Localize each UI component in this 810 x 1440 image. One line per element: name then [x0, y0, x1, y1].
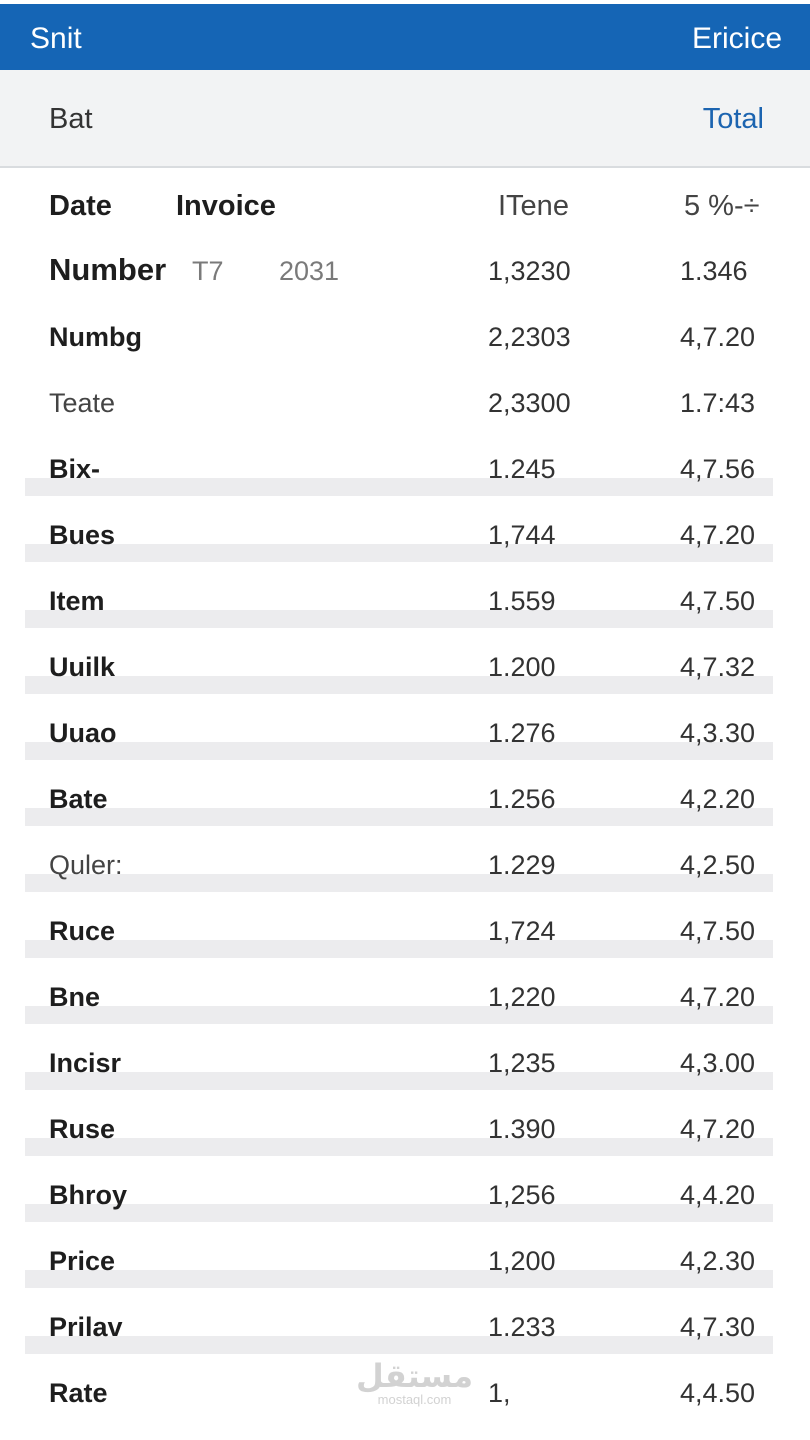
column-header-invoice: Invoice [176, 190, 276, 222]
row-qty: 1.233 [488, 1312, 556, 1342]
row-total: 4,2.20 [680, 784, 756, 814]
table-row[interactable] [0, 894, 810, 960]
column-header-item: ITene [498, 190, 569, 222]
row-label: Numbg [49, 322, 142, 352]
row-stripe [25, 874, 773, 892]
table-row[interactable] [0, 1092, 810, 1158]
number-row-year: 2031 [279, 256, 340, 286]
column-header-total: 5 %-÷ [684, 190, 760, 222]
row-total: 4,7.20 [680, 982, 756, 1012]
row-total: 4,7.50 [680, 916, 756, 946]
row-label: Bix- [49, 454, 101, 484]
row-label: Quler: [49, 850, 123, 880]
table-row[interactable] [0, 828, 810, 894]
row-total: 4,3.30 [680, 718, 756, 748]
row-qty: 1,220 [488, 982, 556, 1012]
number-row-qty: 1,3230 [488, 256, 571, 286]
mostaql-watermark [356, 1357, 474, 1408]
table-row[interactable] [0, 696, 810, 762]
row-total: 4,7.50 [680, 586, 756, 616]
row-label: Bues [49, 520, 116, 550]
table-row[interactable] [0, 1026, 810, 1092]
row-stripe [25, 1138, 773, 1156]
table-row[interactable] [0, 1290, 810, 1356]
row-qty: 1.276 [488, 718, 556, 748]
row-label: Uuilk [49, 652, 116, 682]
row-qty: 1,744 [488, 520, 556, 550]
row-total: 4,7.20 [680, 520, 756, 550]
number-row-total: 1.346 [680, 256, 748, 286]
row-total: 4,4.20 [680, 1180, 756, 1210]
row-label: Ruse [49, 1114, 116, 1144]
row-label: Bate [49, 784, 108, 814]
row-stripe [25, 1270, 773, 1288]
row-qty: 2,3300 [488, 388, 571, 418]
header-left-title: Snit [30, 22, 82, 55]
row-qty: 1.390 [488, 1114, 556, 1144]
row-label: Price [49, 1246, 116, 1276]
row-qty: 1,724 [488, 916, 556, 946]
row-label: Prilav [49, 1312, 123, 1342]
row-qty: 1.245 [488, 454, 556, 484]
row-label: Bhroy [49, 1180, 128, 1210]
row-stripe [25, 940, 773, 958]
row-stripe [25, 742, 773, 760]
row-total: 4,7.56 [680, 454, 756, 484]
header-right-title[interactable]: Ericice [691, 22, 782, 55]
row-qty: 1,256 [488, 1180, 556, 1210]
row-total: 1.7:43 [680, 388, 756, 418]
row-total: 4,4.50 [680, 1378, 756, 1408]
row-stripe [25, 1072, 773, 1090]
number-row-label: Number [49, 252, 167, 287]
row-total: 4,7.20 [680, 1114, 756, 1144]
table-header-row [0, 168, 810, 234]
row-stripe [25, 808, 773, 826]
row-qty: 2,2303 [488, 322, 571, 352]
table-row[interactable] [0, 960, 810, 1026]
row-stripe [25, 1006, 773, 1024]
table-row[interactable] [0, 432, 810, 498]
row-stripe [25, 1336, 773, 1354]
row-stripe [25, 478, 773, 496]
invoice-table [0, 168, 810, 1422]
watermark-latin: mostaql.com [377, 1392, 452, 1407]
table-row[interactable] [0, 564, 810, 630]
row-qty: 1.200 [488, 652, 556, 682]
table-row[interactable] [0, 1224, 810, 1290]
sub-header-label: Bat [49, 103, 93, 135]
watermark-arabic: مستقل [356, 1357, 474, 1395]
number-row-code: T7 [192, 256, 224, 286]
row-qty: 1.229 [488, 850, 556, 880]
row-label: Item [49, 586, 105, 616]
table-row[interactable] [0, 1158, 810, 1224]
row-total: 4,7.30 [680, 1312, 756, 1342]
row-label: Bne [49, 982, 101, 1012]
row-label: Rate [49, 1378, 108, 1408]
table-row[interactable] [0, 498, 810, 564]
row-label: Uuao [49, 718, 117, 748]
row-qty: 1,200 [488, 1246, 556, 1276]
row-qty: 1,235 [488, 1048, 556, 1078]
row-label: Teate [49, 388, 116, 418]
row-qty: 1.559 [488, 586, 556, 616]
row-label: Ruce [49, 916, 116, 946]
table-row[interactable] [0, 630, 810, 696]
row-total: 4,7.20 [680, 322, 756, 352]
row-stripe [25, 610, 773, 628]
row-qty: 1, [488, 1378, 511, 1408]
row-stripe [25, 1204, 773, 1222]
table-row[interactable] [0, 366, 810, 432]
row-total: 4,7.32 [680, 652, 756, 682]
row-total: 4,2.30 [680, 1246, 756, 1276]
table-row[interactable] [0, 300, 810, 366]
row-total: 4,3.00 [680, 1048, 756, 1078]
row-stripe [25, 676, 773, 694]
row-qty: 1.256 [488, 784, 556, 814]
table-row[interactable] [0, 762, 810, 828]
sub-header [0, 70, 810, 168]
column-header-date: Date [49, 190, 112, 222]
row-label: Incisr [49, 1048, 122, 1078]
app-header [0, 4, 810, 70]
total-link[interactable]: Total [702, 103, 764, 135]
row-total: 4,2.50 [680, 850, 756, 880]
number-row [0, 234, 810, 300]
row-stripe [25, 544, 773, 562]
